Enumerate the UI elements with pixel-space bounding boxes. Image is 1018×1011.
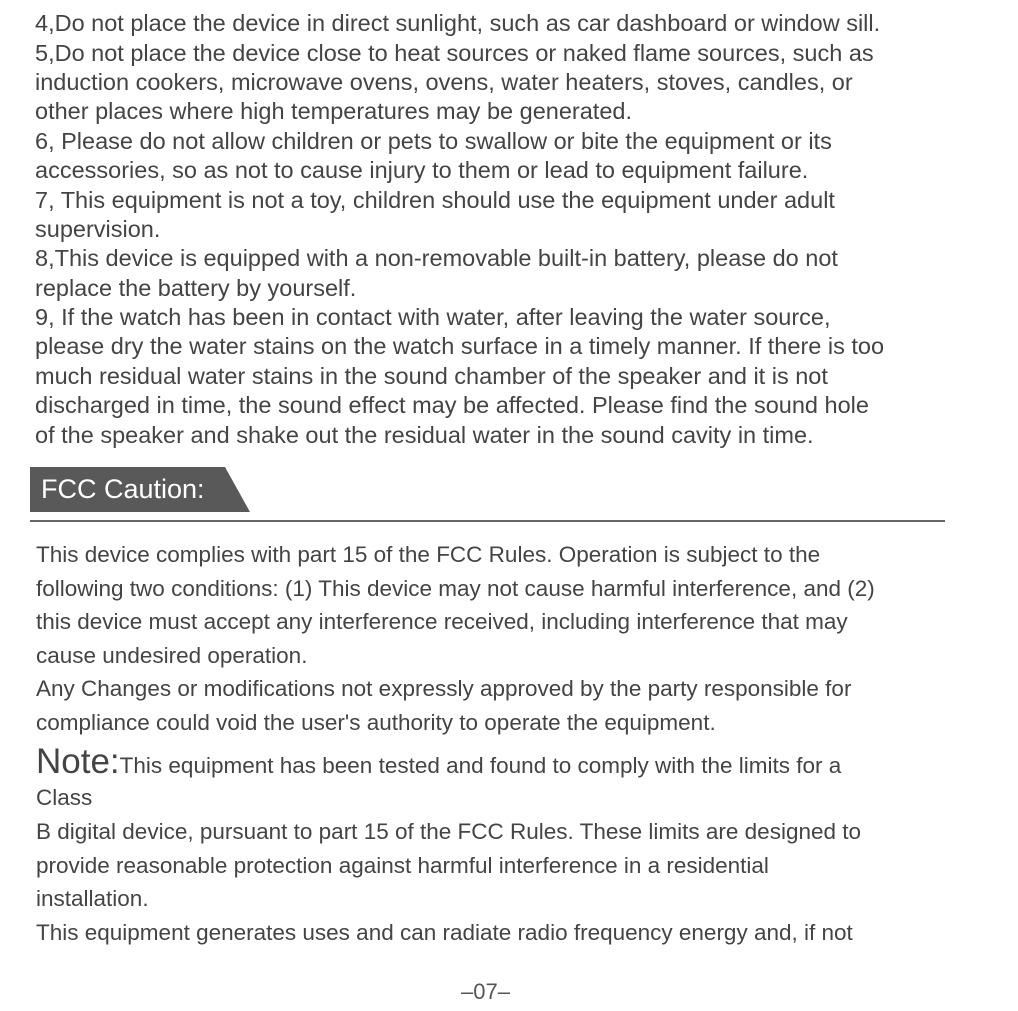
fcc-text-line: provide reasonable protection against harmful interference in a residential — [36, 853, 769, 878]
warning-line: induction cookers, microwave ovens, ovens, water heaters, stoves, candles, or — [35, 69, 853, 95]
fcc-text-line: compliance could void the user's authority to operate the equipment. — [36, 710, 716, 735]
warning-line: accessories, so as not to cause injury to them or lead to equipment failure. — [35, 157, 809, 183]
warning-line: much residual water stains in the sound chamber of the speaker and it is not — [35, 363, 828, 389]
warning-line: 8,This device is equipped with a non-removable built-in battery, please do not — [35, 245, 838, 271]
warning-line: discharged in time, the sound effect may be affected. Please find the sound hole — [35, 392, 869, 418]
fcc-text-line: Class — [36, 785, 93, 810]
warning-line: 5,Do not place the device close to heat sources or naked flame sources, such as — [35, 40, 874, 66]
fcc-text-line: following two conditions: (1) This device may not cause harmful interference, and (2) — [36, 576, 875, 601]
warning-line: of the speaker and shake out the residual water in the sound cavity in time. — [35, 422, 814, 448]
warning-line: replace the battery by yourself. — [35, 275, 357, 301]
fcc-text-line: installation. — [36, 886, 149, 911]
warning-line: please dry the water stains on the watch surface in a timely manner. If there is too — [35, 333, 885, 359]
warning-line: 6, Please do not allow children or pets to swallow or bite the equipment or its — [35, 128, 832, 154]
note-text: This equipment has been tested and found to comply with the limits for a — [119, 753, 842, 778]
page-number: –07– — [461, 979, 510, 1004]
fcc-text-line: Any Changes or modifications not expressly approved by the party responsible for — [36, 676, 852, 701]
fcc-text-line: cause undesired operation. — [36, 643, 308, 668]
fcc-text-line: This device complies with part 15 of the FCC Rules. Operation is subject to the — [36, 542, 821, 567]
fcc-text-line: B digital device, pursuant to part 15 of the FCC Rules. These limits are designed to — [36, 819, 862, 844]
warning-line: other places where high temperatures may be generated. — [35, 98, 632, 124]
section-divider — [30, 520, 945, 522]
fcc-text-line: This equipment generates uses and can radiate radio frequency energy and, if not — [36, 920, 853, 945]
note-label: Note: — [36, 742, 120, 781]
note-line — [36, 744, 841, 779]
warning-line: supervision. — [35, 216, 161, 242]
fcc-heading: FCC Caution: — [41, 474, 205, 504]
fcc-text-line: this device must accept any interference received, including interference that may — [36, 609, 848, 634]
warning-line: 7, This equipment is not a toy, children should use the equipment under adult — [35, 187, 835, 213]
warning-line: 9, If the watch has been in contact with water, after leaving the water source, — [35, 304, 831, 330]
warning-line: 4,Do not place the device in direct sunlight, such as car dashboard or window sill. — [35, 10, 881, 36]
